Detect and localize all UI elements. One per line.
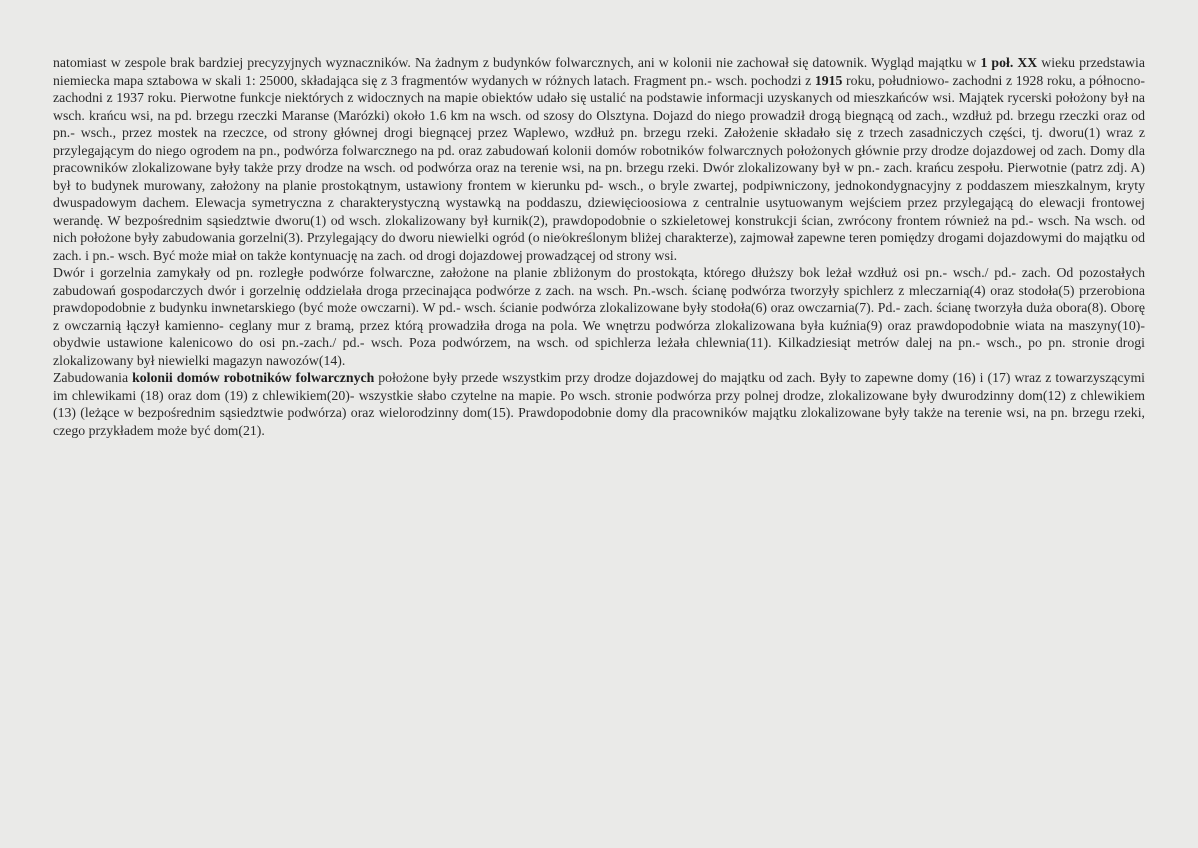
paragraph-3 bbox=[53, 369, 1145, 439]
text-run: położone były przede wszystkim przy drodze dojazdowej do majątku od zach. Były to zapewne domy (16) i (17) wraz z towarzyszącymi im chlewikami (18) oraz dom (19) z chlewikiem(20)- wszystkie słabo czytelne na mapie. Po wsch. stronie podwórza przy polnej drodze, zlokalizowane były dwurodzinny dom(12) z chlewikiem (13) (leżące w bezpośrednim sąsiedztwie podwórza) oraz wielorodzinny dom(15). Prawdopodobnie domy dla pracowników majątku zlokalizowane były także na terenie wsi, na pn. brzegu rzeki, czego przykładem może być dom(21). bbox=[53, 370, 1146, 438]
bold-text-run: kolonii domów robotników folwarcznych bbox=[132, 370, 375, 385]
document-text bbox=[53, 54, 1145, 439]
text-run: natomiast w zespole brak bardziej precyzyjnych wyznaczników. Na żadnym z budynków folwarcznych, ani w kolonii nie zachował się datownik. Wygląd majątku w bbox=[53, 55, 981, 70]
paragraph-1 bbox=[53, 54, 1145, 264]
paragraph-2 bbox=[53, 264, 1145, 369]
text-run: wieku przedstawia niemiecka mapa sztabowa w skali 1: 25000, składająca się z 3 fragmentów wydanych w różnych latach. Fragment pn.- wsch. pochodzi z bbox=[53, 55, 1145, 88]
bold-text-run: 1 poł. XX bbox=[980, 55, 1038, 70]
text-run: roku, południowo- zachodni z 1928 roku, a północno- zachodni z 1937 roku. Pierwotne funkcje niektórych z widocznych na mapie obiektów udało się ustalić na podstawie informacji uzyskanych od mieszkańców wsi. Majątek rycerski położony był na wsch. krańcu wsi, na pd. brzegu rzeczki Maranse (Marózki) około 1.6 km na wsch. od szosy do Olsztyna. Dojazd do niego prowadził drogą biegnącą od zach., wzdłuż pd. brzegu rzeczki oraz od pn.- wsch., przez mostek na rzeczce, od strony głównej drogi biegnącej przez Waplewo, wzdłuż pn. brzegu rzeki. Założenie składało się z trzech zasadniczych części, tj. dworu(1) wraz z przylegającym do niego ogrodem na pn., podwórza folwarcznego na pd. oraz zabudowań kolonii domów robotników folwarcznych położonych głównie przy drodze dojazdowej od zach. Domy dla pracowników zlokalizowane były także przy drodze na wsch. od podwórza oraz na terenie wsi, na pn. brzegu rzeki. Dwór zlokalizowany był w pn.- zach. krańcu zespołu. Pierwotnie (patrz zdj. A) był to budynek murowany, założony na planie prostokątnym, ustawiony frontem w kierunku pd- wsch., o bryle zwartej, podpiwniczony, jednokondygnacyjny z poddaszem mieszkalnym, kryty dwuspadowym dachem. Elewacja symetryczna z charakterystyczną wystawką na poddaszu, dziewięcioosiowa z centralnie usytuowanym wejściem przez przylegającą do elewacji frontowej werandę. W bezpośrednim sąsiedztwie dworu(1) od wsch. zlokalizowany był kurnik(2), prawdopodobnie o szkieletowej konstrukcji ścian, zwrócony frontem również na pd.- wsch. Na wsch. od nich położone były zabudowania gorzelni(3). Przylegający do dworu niewielki ogród (o nie⁄określonym bliżej charakterze), zajmował zapewne teren pomiędzy drogami dojazdowymi do majątku od zach. i pn.- wsch. Być może miał on także kontynuację na zach. od drogi dojazdowej prowadzącej od strony wsi. bbox=[53, 72, 1145, 263]
text-run: Dwór i gorzelnia zamykały od pn. rozległe podwórze folwarczne, założone na planie zbliżonym do prostokąta, którego dłuższy bok leżał wzdłuż osi pn.- wsch./ pd.- zach. Od pozostałych zabudowań gospodarczych dwór i gorzelnię oddzielała droga przecinająca podwórze z zach. na wsch. Pn.-wsch. ścianę podwórza tworzyły spichlerz z mleczarnią(4) oraz stodoła(5) przerobiona prawdopodobnie z budynku inwnetarskiego (być może owczarni). W pd.- wsch. ścianie podwórza zlokalizowane były stodoła(6) oraz owczarnia(7). Pd.- zach. ścianę tworzyła duża obora(8). Oborę z owczarnią łączył kamienno- ceglany mur z bramą, przez którą prowadziła droga na pola. We wnętrzu podwórza zlokalizowana była kuźnia(9) oraz prawdopodobnie wiata na maszyny(10)- obydwie ustawione kalenicowo do osi pn.-zach./ pd.- wsch. Poza podwórzem, na wsch. od spichlerza leżała chlewnia(11). Kilkadziesiąt metrów dalej na pn.- wsch., po pn. stronie drogi zlokalizowany był niewielki magazyn nawozów(14). bbox=[53, 265, 1145, 368]
text-run: Zabudowania bbox=[53, 370, 133, 385]
bold-text-run: 1915 bbox=[814, 72, 843, 88]
